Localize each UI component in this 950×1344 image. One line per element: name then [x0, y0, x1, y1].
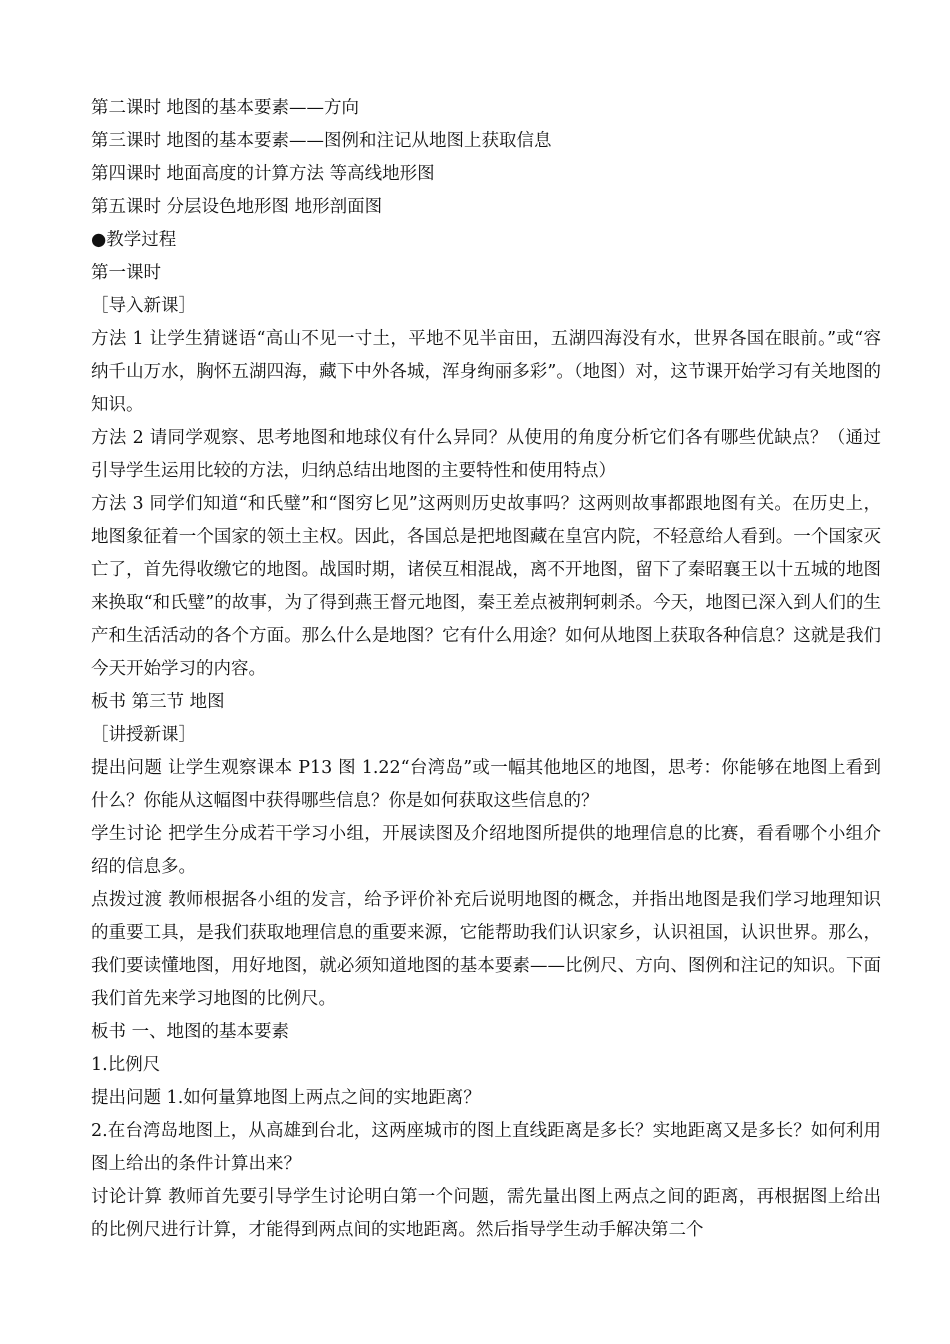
paragraph-board-section-3: 板书 第三节 地图 [91, 692, 225, 712]
paragraph-lesson-4: 第四课时 地面高度的计算方法 等高线地形图 [91, 164, 435, 184]
paragraph-discussion-calculation: 讨论计算 教师首先要引导学生讨论明白第一个问题，需先量出图上两点之间的距离，再根据图上给出的比例尺进行计算，才能得到两点间的实地距离。然后指导学生动手解决第二个 [91, 1187, 881, 1240]
paragraph-board-basic-elements: 板书 一、地图的基本要素 [91, 1022, 290, 1042]
subheading-first-lesson: 第一课时 [91, 263, 161, 283]
paragraph-lesson-3: 第三课时 地图的基本要素——图例和注记从地图上获取信息 [91, 131, 552, 151]
document-page [91, 92, 881, 1247]
paragraph-question-1: 提出问题 1.如何量算地图上两点之间的实地距离？ [91, 1088, 481, 1108]
paragraph-method-2: 方法 2 请同学观察、思考地图和地球仪有什么异同？从使用的角度分析它们各有哪些优缺点？（通过引导学生运用比较的方法，归纳总结出地图的主要特性和使用特点） [91, 428, 881, 481]
paragraph-scale-heading: 1.比例尺 [91, 1055, 161, 1075]
paragraph-guidance-transition: 点拨过渡 教师根据各小组的发言，给予评价补充后说明地图的概念，并指出地图是我们学习地理知识的重要工具，是我们获取地理信息的重要来源，它能帮助我们认识家乡，认识祖国，认识世界。那么，我们要读懂地图，用好地图，就必须知道地图的基本要素——比例尺、方向、图例和注记的知识。下面我们首先来学习地图的比例尺。 [91, 890, 881, 1009]
paragraph-lesson-5: 第五课时 分层设色地形图 地形剖面图 [91, 197, 383, 217]
subheading-new-lesson: ［讲授新课］ [91, 725, 196, 745]
paragraph-question-2: 2.在台湾岛地图上，从高雄到台北，这两座城市的图上直线距离是多长？实地距离又是多长？如何利用图上给出的条件计算出来？ [91, 1121, 881, 1174]
paragraph-raise-question: 提出问题 让学生观察课本 P13 图 1.22“台湾岛”或一幅其他地区的地图，思考：你能够在地图上看到什么？你能从这幅图中获得哪些信息？你是如何获取这些信息的？ [91, 758, 881, 811]
subheading-introduction: ［导入新课］ [91, 296, 196, 316]
paragraph-lesson-2: 第二课时 地图的基本要素——方向 [91, 98, 360, 118]
paragraph-method-3: 方法 3 同学们知道“和氏璧”和“图穷匕见”这两则历史故事吗？这两则故事都跟地图有关。在历史上，地图象征着一个国家的领土主权。因此，各国总是把地图藏在皇宫内院，不轻意给人看到。一个国家灭亡了，首先得收缴它的地图。战国时期，诸侯互相混战，离不开地图，留下了秦昭襄王以十五城的地图来换取“和氏璧”的故事，为了得到燕王督元地图，秦王差点被荆轲刺杀。今天，地图已深入到人们的生产和生活活动的各个方面。那么什么是地图？它有什么用途？如何从地图上获取各种信息？这就是我们今天开始学习的内容。 [91, 494, 881, 679]
paragraph-student-discussion: 学生讨论 把学生分成若干学习小组，开展读图及介绍地图所提供的地理信息的比赛，看看哪个小组介绍的信息多。 [91, 824, 881, 877]
paragraph-method-1: 方法 1 让学生猜谜语“高山不见一寸土，平地不见半亩田，五湖四海没有水，世界各国在眼前。”或“容纳千山万水，胸怀五湖四海，藏下中外各城，浑身绚丽多彩”。（地图）对，这节课开始学习有关地图的知识。 [91, 329, 881, 415]
section-heading-teaching-process: ●教学过程 [91, 230, 177, 250]
